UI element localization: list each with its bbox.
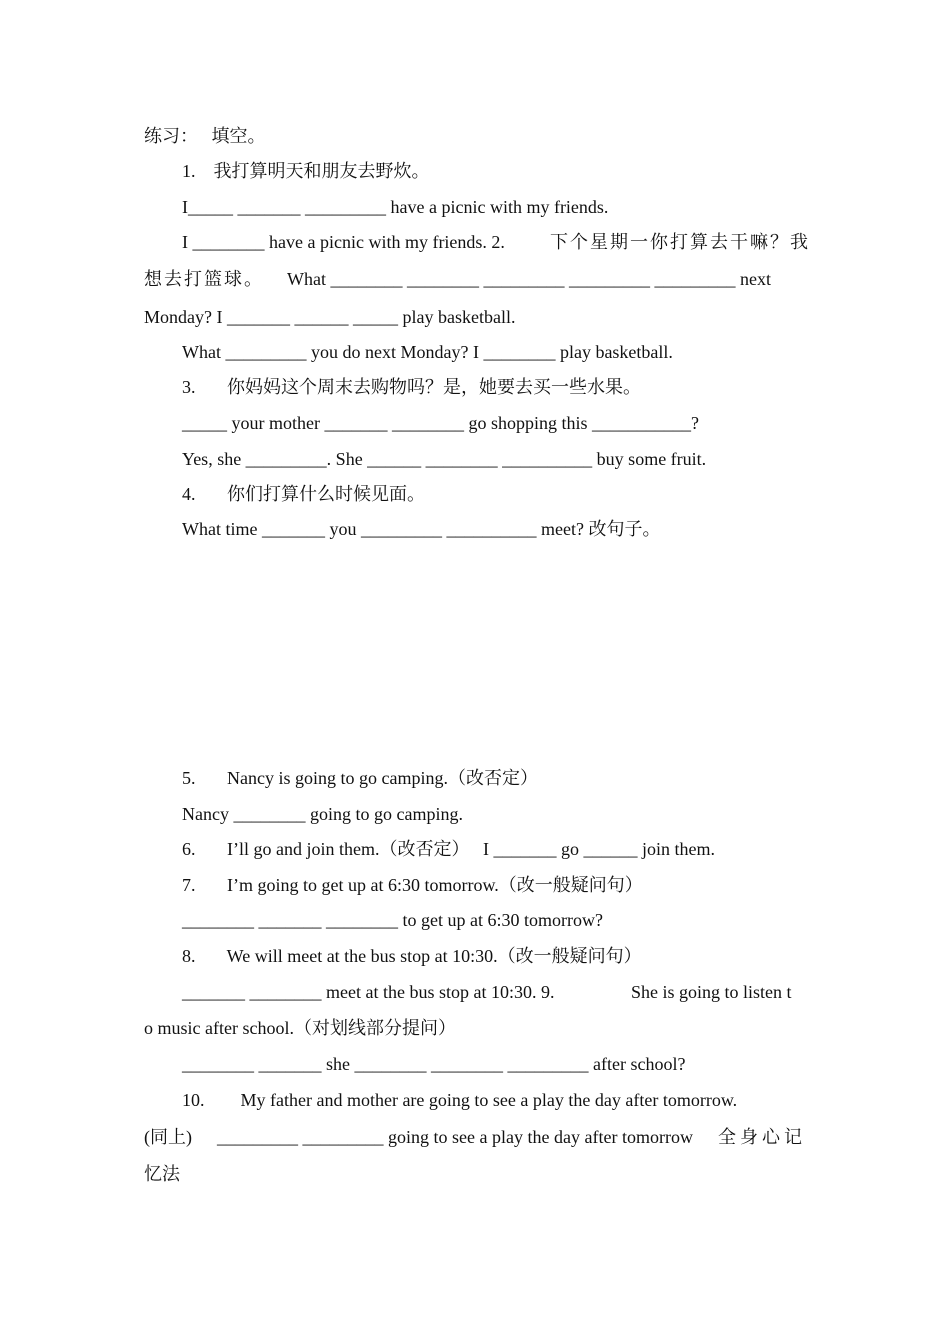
question-1-blank-b: I ________ have a picnic with my friends. 2.: [182, 232, 505, 252]
question-10-prompt: 10. My father and mother are going to see a play the day after tomorrow.: [182, 1090, 738, 1110]
question-9-prompt-part-1: She is going to listen t: [631, 982, 792, 1002]
question-7-prompt: 7. I’m going to get up at 6:30 tomorrow.（改一般疑问句）: [182, 875, 643, 895]
question-5-blank: Nancy ________ going to go camping.: [182, 804, 463, 824]
question-8-prompt: 8. We will meet at the bus stop at 10:30.（改一般疑问句）: [182, 946, 642, 966]
question-9-blank: ________ _______ she ________ ________ _________ after school?: [182, 1054, 686, 1074]
question-3-blank-b: Yes, she _________. She ______ ________ __________ buy some fruit.: [182, 449, 707, 469]
question-2-prompt-part-1: 下个星期一你打算去干嘛？我: [550, 232, 810, 252]
question-2-blank-a-part-2: Monday? I _______ ______ _____ play basketball.: [144, 307, 516, 327]
question-3-blank-a: _____ your mother _______ ________ go shopping this ___________?: [182, 413, 699, 433]
question-4-prompt: 4. 你们打算什么时候见面。: [182, 484, 425, 504]
question-1-prompt: 1. 我打算明天和朋友去野炊。: [182, 161, 430, 181]
question-10-blank: _________ _________ going to see a play the day after tomorrow: [217, 1127, 693, 1147]
memory-method-part-1: 全身心记: [718, 1127, 806, 1147]
question-2-prompt-part-2: 想去打篮球。: [144, 269, 264, 289]
question-2-blank-a-part-1: What ________ ________ _________ _________ _________ next: [287, 269, 771, 289]
question-1-blank-a: I_____ _______ _________ have a picnic with my friends.: [182, 197, 609, 217]
question-3-prompt: 3. 你妈妈这个周末去购物吗？是，她要去买一些水果。: [182, 377, 641, 397]
memory-method-part-2: 忆法: [144, 1164, 180, 1184]
question-8-blank: _______ ________ meet at the bus stop at 10:30. 9.: [182, 982, 555, 1002]
question-6-prompt: 6. I’ll go and join them.（改否定） I _______ go ______ join them.: [182, 839, 715, 859]
question-2-blank-b: What _________ you do next Monday? I ________ play basketball.: [182, 342, 673, 362]
question-10-answer-row: [144, 1128, 806, 1146]
question-9-prompt-part-2: o music after school.（对划线部分提问）: [144, 1018, 456, 1038]
question-5-prompt: 5. Nancy is going to go camping.（改否定）: [182, 768, 538, 788]
exercise-heading: 练习： 填空。: [144, 126, 266, 146]
question-10-same-as-above: (同上): [144, 1127, 192, 1147]
question-4-blank: What time _______ you _________ __________ meet? 改句子。: [182, 519, 661, 539]
question-7-blank: ________ _______ ________ to get up at 6:30 tomorrow?: [182, 910, 603, 930]
